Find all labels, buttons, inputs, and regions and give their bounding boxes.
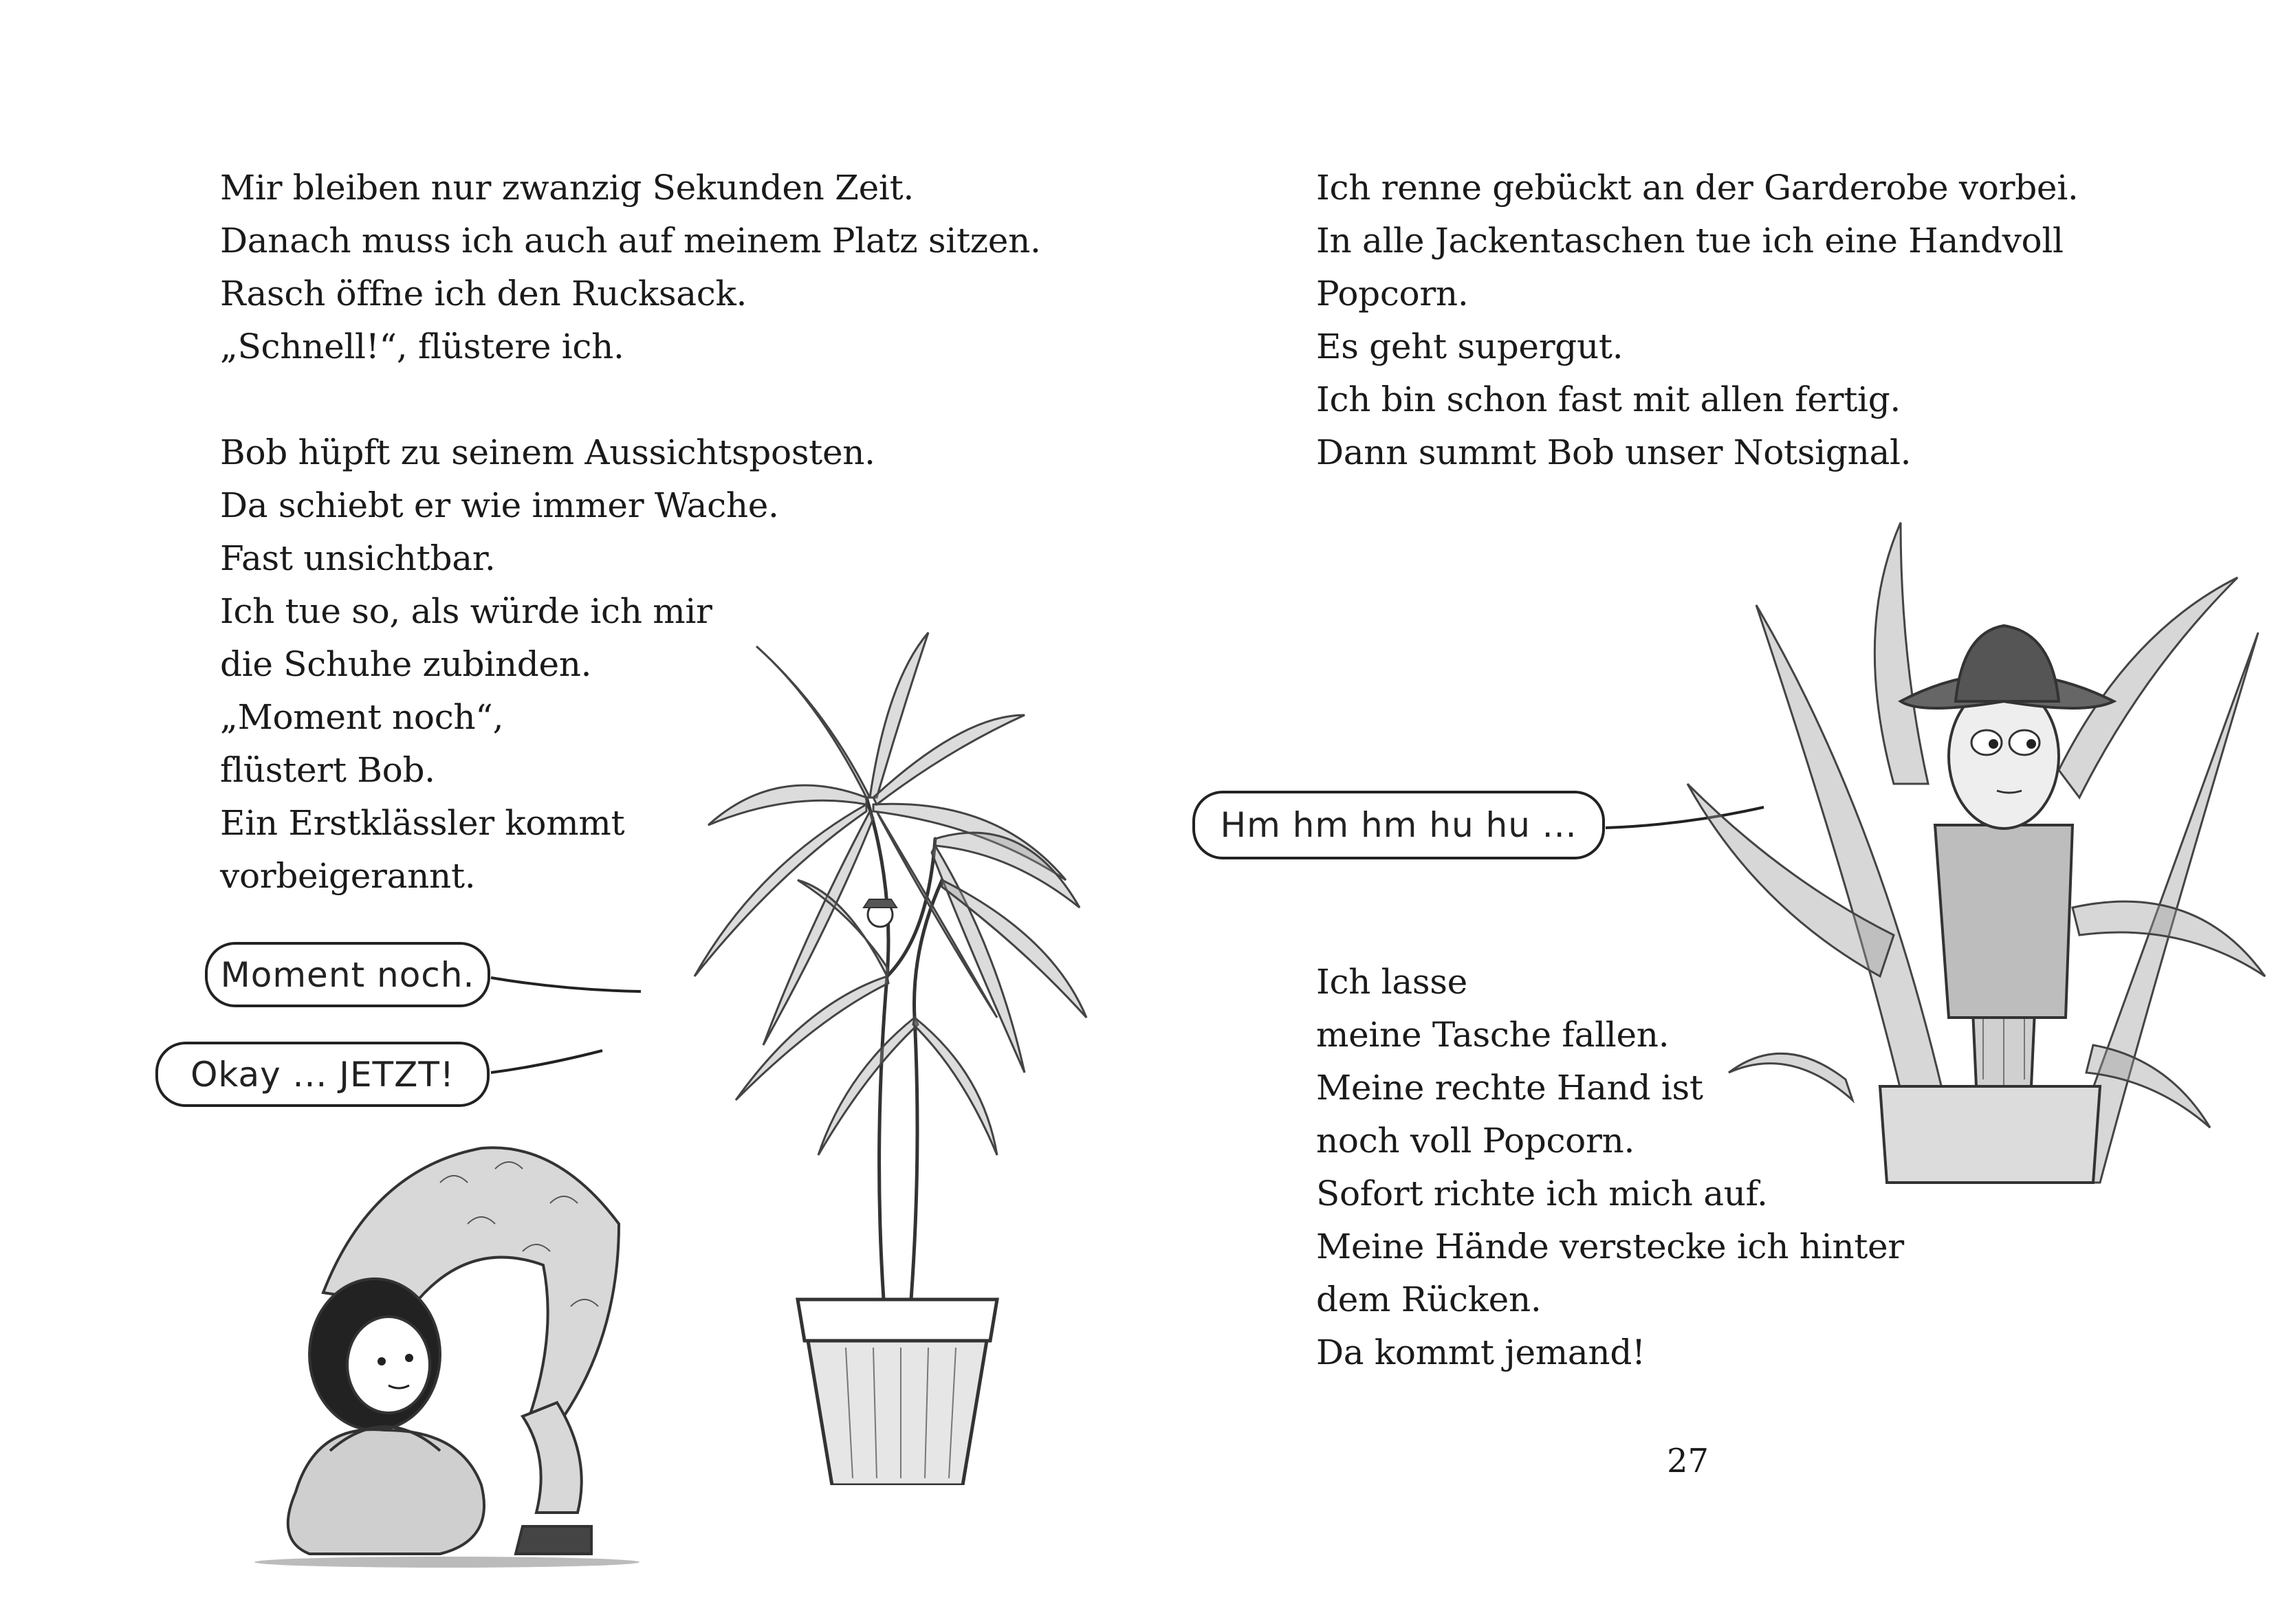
text-line: Ich lasse <box>1316 962 1467 1002</box>
text-line: meine Tasche fallen. <box>1316 1015 1670 1055</box>
text-line: Meine Hände verstecke ich hinter <box>1316 1227 1904 1266</box>
text-line: die Schuhe zubinden. <box>220 644 592 684</box>
right-text-paragraph-1 <box>1316 162 2079 479</box>
text-line: Sofort richte ich mich auf. <box>1316 1174 1768 1214</box>
text-line: „Schnell!“, flüstere ich. <box>220 327 624 366</box>
text-line: Dann summt Bob unser Notsignal. <box>1316 432 1912 472</box>
text-line: Rasch öffne ich den Rucksack. <box>220 274 747 314</box>
text-line: vorbeigerannt. <box>220 856 476 896</box>
page-number: 27 <box>1667 1442 1709 1480</box>
text-line: Ich bin schon fast mit allen fertig. <box>1316 380 1901 419</box>
left-text-paragraph-1 <box>220 162 1041 373</box>
text-line: Da kommt jemand! <box>1316 1332 1646 1372</box>
text-line: Ich tue so, als würde ich mir <box>220 591 712 631</box>
text-line: Bob hüpft zu seinem Aussichtsposten. <box>220 432 875 472</box>
text-line: Fast unsichtbar. <box>220 538 496 578</box>
speech-bubble-okay-jetzt: Okay ... JETZT! <box>155 1042 490 1107</box>
right-text-paragraph-2 <box>1316 956 1904 1379</box>
text-line: Da schiebt er wie immer Wache. <box>220 485 779 525</box>
text-line: noch voll Popcorn. <box>1316 1121 1635 1161</box>
text-line: „Moment noch“, <box>220 697 504 737</box>
text-line: Danach muss ich auch auf meinem Platz sitzen. <box>220 221 1041 261</box>
text-line: Ich renne gebückt an der Garderobe vorbei. <box>1316 168 2079 208</box>
text-line: dem Rücken. <box>1316 1280 1542 1319</box>
bubble-tails <box>481 963 653 1100</box>
text-line: Meine rechte Hand ist <box>1316 1068 1703 1108</box>
girl-tying-shoes-illustration <box>234 1128 660 1568</box>
text-line: In alle Jackentaschen tue ich eine Handvoll <box>1316 221 2064 261</box>
text-line: Mir bleiben nur zwanzig Sekunden Zeit. <box>220 168 914 208</box>
speech-bubble-hm-hm: Hm hm hm hu hu ... <box>1192 791 1605 859</box>
text-line: Ein Erstklässler kommt <box>220 803 625 843</box>
text-line: Popcorn. <box>1316 274 1469 314</box>
speech-bubble-moment-noch: Moment noch. <box>205 942 490 1007</box>
potted-plant-illustration <box>639 591 1121 1485</box>
text-line: Es geht supergut. <box>1316 327 1623 366</box>
text-line: flüstert Bob. <box>220 750 435 790</box>
right-page <box>1137 0 2274 1624</box>
